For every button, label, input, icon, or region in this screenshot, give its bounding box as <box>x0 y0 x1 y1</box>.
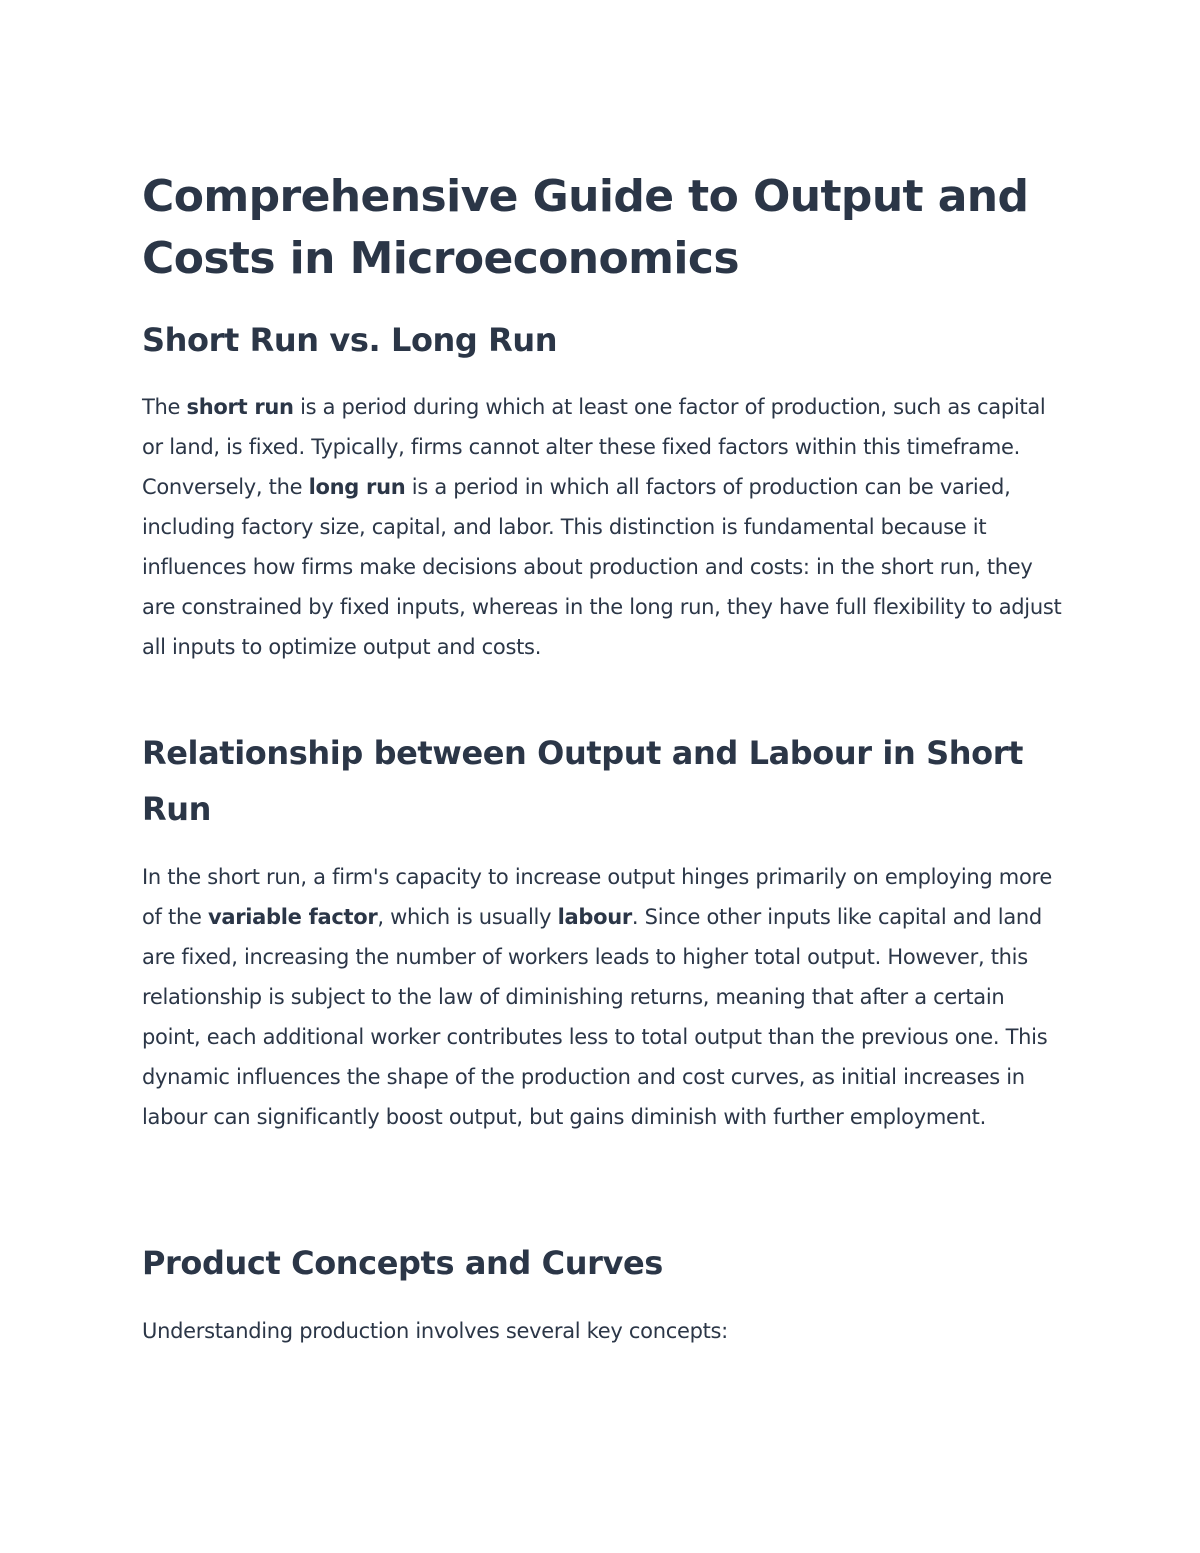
section-heading-product-concepts: Product Concepts and Curves <box>142 1244 663 1282</box>
section-paragraph-product-concepts <box>142 1311 1067 1351</box>
text-run: , which is usually <box>377 905 558 929</box>
text-run: The <box>142 395 187 419</box>
text-run: In the short run, a firm's capacity to increase output hinges primarily on employing more of the <box>142 865 1053 929</box>
text-run: is a period during which at least one factor of production, such as capital or land, is fixed. Typically, firms cannot alter these fixed factors within this timeframe. Conversely, the <box>142 395 1046 499</box>
bold-term-long-run: long run <box>308 475 406 499</box>
page-title: Comprehensive Guide to Output and Costs in Microeconomics <box>142 171 1029 284</box>
bold-term-variable-factor: variable factor <box>207 905 378 929</box>
bold-term-labour: labour <box>557 905 632 929</box>
text-run: Understanding production involves several key concepts: <box>142 1319 728 1343</box>
section-paragraph-output-labour <box>142 857 1067 1137</box>
section-heading-short-run-long-run: Short Run vs. Long Run <box>142 321 558 359</box>
section-paragraph-short-run-long-run <box>142 387 1067 667</box>
bold-term-short-run: short run <box>186 395 294 419</box>
text-run: . Since other inputs like capital and land are fixed, increasing the number of workers leads to higher total output. However, this relationship is subject to the law of diminishing returns, meaning that after a certain point, each additional worker contributes less to total output than the previous one. This dynamic influences the shape of the production and cost curves, as initial increases in labour can significantly boost output, but gains diminish with further employment. <box>142 905 1048 1129</box>
text-run: is a period in which all factors of production can be varied, including factory size, capital, and labor. This distinction is fundamental because it influences how firms make decisions about production and costs: in the short run, they are constrained by fixed inputs, whereas in the long run, they have full flexibility to adjust all inputs to optimize output and costs. <box>142 475 1062 659</box>
section-heading-output-labour: Relationship between Output and Labour in Short Run <box>142 734 1023 828</box>
